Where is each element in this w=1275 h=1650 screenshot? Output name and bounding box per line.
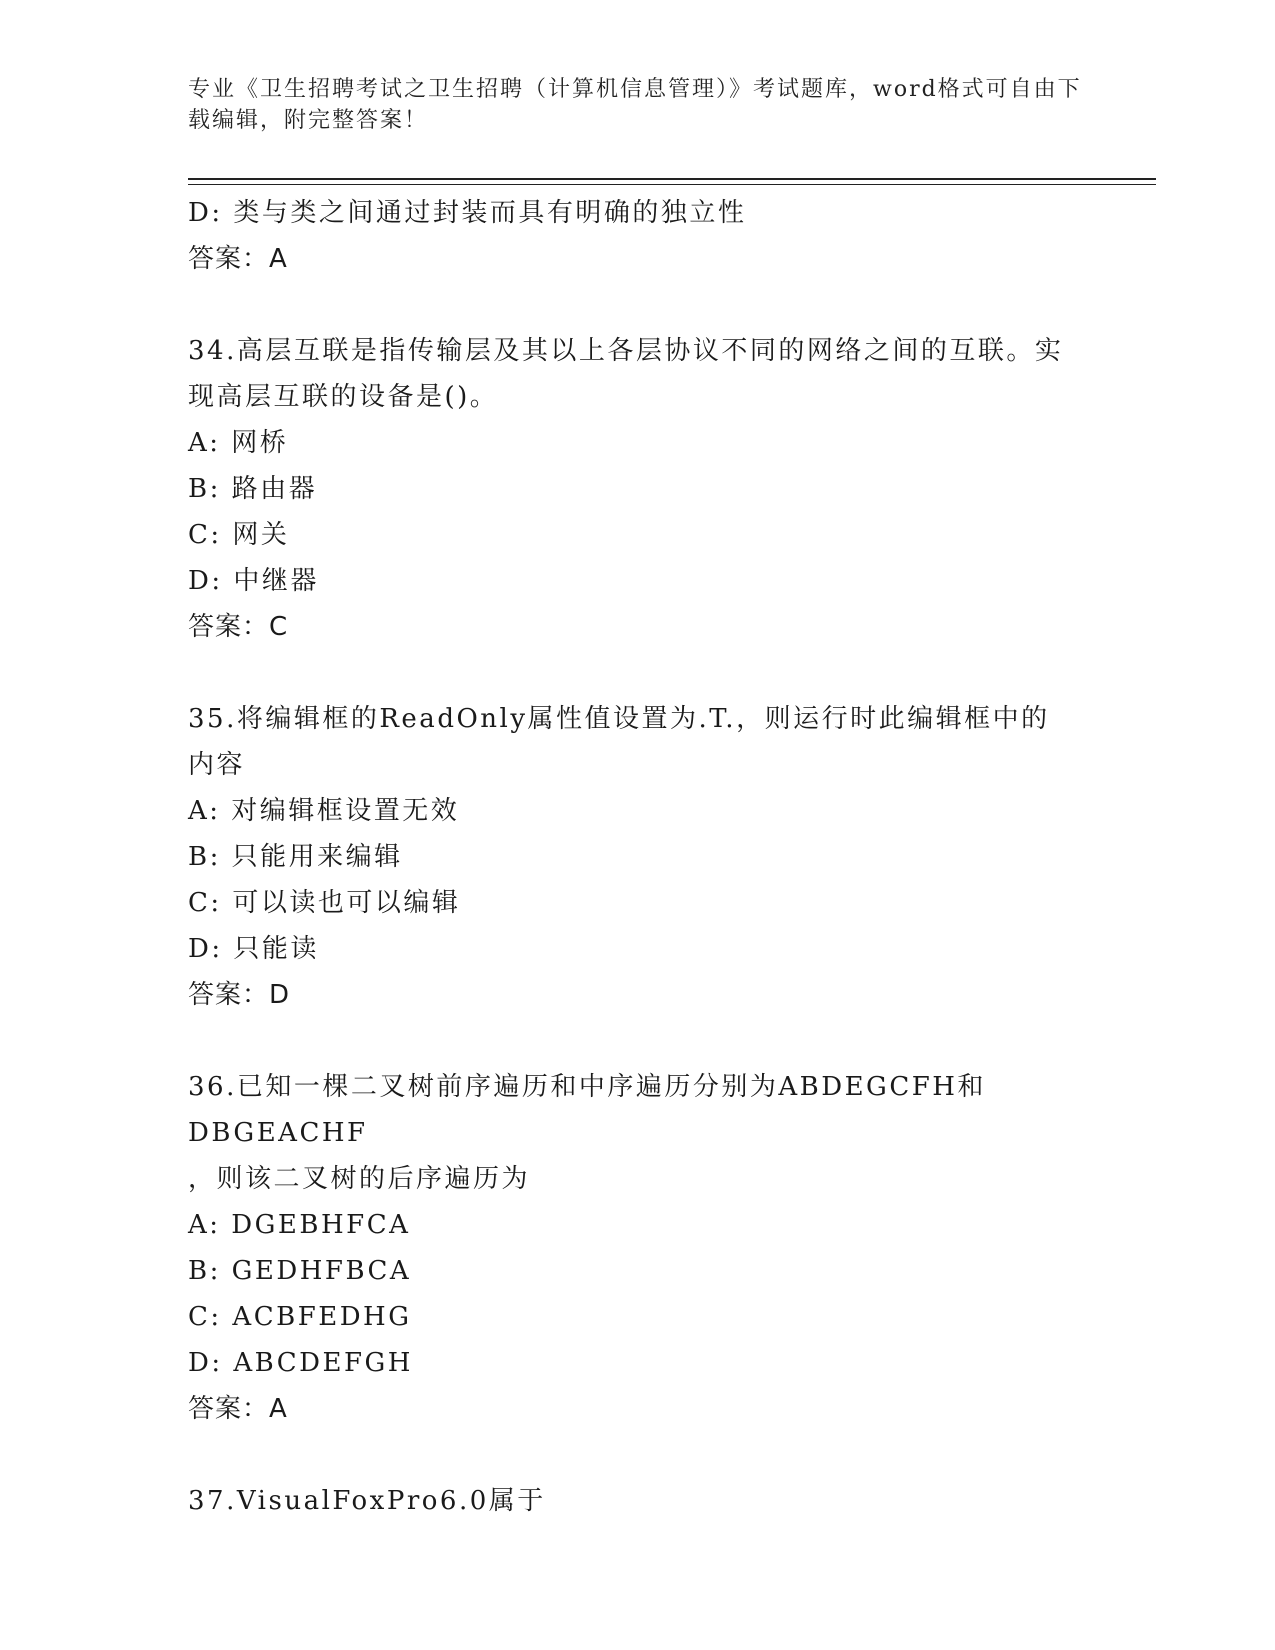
question-35-option-a: A: 对编辑框设置无效: [188, 796, 460, 826]
spacer: [188, 1432, 1078, 1478]
question-36-stem-line-1: 36.已知一棵二叉树前序遍历和中序遍历分别为ABDEGCFH和DBGEACHF: [188, 1072, 986, 1148]
question-34-option-d: D: 中继器: [188, 566, 319, 596]
question-34-stem: 34.高层互联是指传输层及其以上各层协议不同的网络之间的互联。实现高层互联的设备是()。: [188, 336, 1064, 412]
question-34-option-a: A: 网桥: [188, 428, 289, 458]
header-rule-thin: [188, 184, 1156, 185]
question-36-answer: 答案：A: [188, 1394, 288, 1424]
question-35-option-c: C: 可以读也可以编辑: [188, 888, 461, 918]
document-header: 专业《卫生招聘考试之卫生招聘（计算机信息管理）》考试题库，word格式可自由下载编辑，附完整答案！: [188, 77, 1082, 133]
prev-answer: 答案：A: [188, 244, 288, 274]
question-36-option-b: B: GEDHFBCA: [188, 1256, 412, 1286]
header-rule-thick: [188, 178, 1156, 180]
question-36-stem-line-2: ，则该二叉树的后序遍历为: [188, 1164, 531, 1194]
question-36-option-d: D: ABCDEFGH: [188, 1348, 413, 1378]
spacer: [188, 282, 1078, 328]
question-34-option-c: C: 网关: [188, 520, 290, 550]
question-35-answer: 答案：D: [188, 980, 291, 1010]
question-36-option-c: C: ACBFEDHG: [188, 1302, 412, 1332]
question-34-answer: 答案：C: [188, 612, 289, 642]
question-35-stem: 35.将编辑框的ReadOnly属性值设置为.T.，则运行时此编辑框中的内容: [188, 704, 1050, 780]
question-35-option-b: B: 只能用来编辑: [188, 842, 403, 872]
spacer: [188, 1018, 1078, 1064]
question-37-stem: 37.VisualFoxPro6.0属于: [188, 1486, 546, 1516]
question-35-option-d: D: 只能读: [188, 934, 319, 964]
prev-option-d: D: 类与类之间通过封装而具有明确的独立性: [188, 198, 747, 228]
spacer: [188, 650, 1078, 696]
question-34-option-b: B: 路由器: [188, 474, 318, 504]
question-list: [188, 190, 1078, 1524]
question-36-option-a: A: DGEBHFCA: [188, 1210, 411, 1240]
